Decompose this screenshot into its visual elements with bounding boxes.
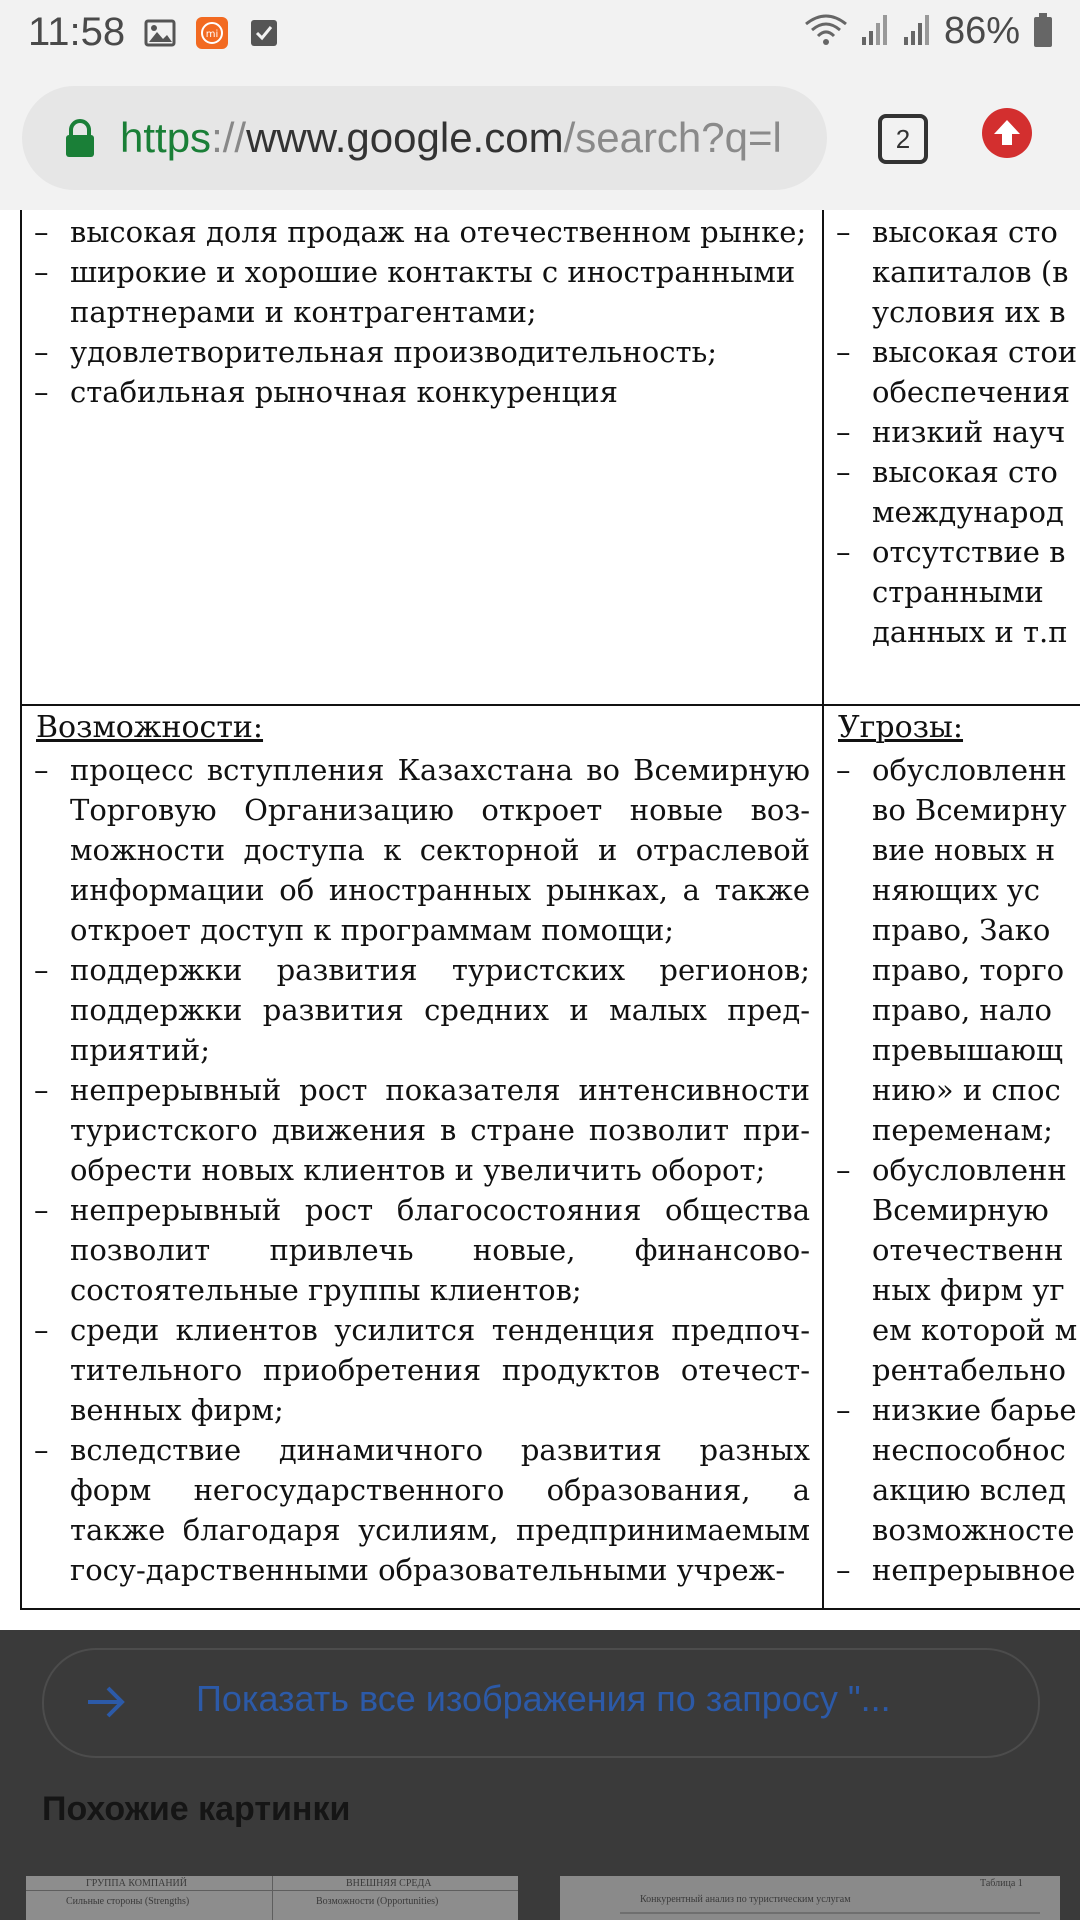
list-item: – удовлетворительная производительность; — [22, 332, 810, 372]
signal-icon — [860, 13, 890, 51]
thumb-text: Возможности (Opportunities) — [316, 1896, 439, 1907]
battery-percent: 86% — [943, 10, 1020, 52]
status-right — [804, 10, 1054, 53]
status-left — [28, 10, 281, 55]
threats-list — [824, 750, 1080, 1590]
show-all-images-button[interactable] — [42, 1648, 1040, 1758]
browser-toolbar — [0, 64, 1080, 211]
list-item: – отсутствие в странными данных и т.п — [824, 532, 1080, 652]
threats-cell — [822, 704, 1080, 1610]
address-bar[interactable] — [22, 86, 827, 190]
list-item: – непрерывный рост благосостояния общества позволит привлечь новые, финансово-состоятельные группы клиентов; — [22, 1190, 810, 1310]
list-item: – среди клиентов усилится тенденция предпоч-тительного приобретения продуктов отечест-венных фирм; — [22, 1310, 810, 1430]
checkbox-icon — [247, 16, 281, 50]
list-item: – высокая стои обеспечения — [824, 332, 1080, 412]
upload-arrow-icon — [982, 108, 1032, 158]
upload-button[interactable] — [982, 108, 1032, 158]
mi-app-icon — [195, 16, 229, 50]
opportunities-list — [22, 750, 824, 1590]
results-overlay — [0, 1630, 1080, 1920]
url-text[interactable] — [120, 108, 810, 168]
list-item: – низкий науч — [824, 412, 1080, 452]
similar-images-row — [0, 1876, 1080, 1920]
document-image — [0, 210, 1080, 1630]
list-item: – вследствие динамичного развития разных форм негосударственного образования, а также благодаря усилиям, предпринимаемым госу-дарственными образовательными учреж- — [22, 1430, 810, 1590]
list-item: – высокая сто международ — [824, 452, 1080, 532]
thumb-text: Конкурентный анализ по туристическим услугам — [640, 1894, 851, 1905]
list-item: – обусловленн Всемирную отечественн ных фирм уг ем которой м рентабельно — [824, 1150, 1080, 1390]
status-time: 11:58 — [28, 10, 126, 54]
list-item: – низкие барье неспособнос акцию вслед возможносте — [824, 1390, 1080, 1550]
list-item: – процесс вступления Казахстана во Всемирную Торговую Организацию откроет новые воз-можности доступа к секторной и отраслевой информации об иностранных рынках, а также откроет доступ к программам помощи; — [22, 750, 810, 950]
thumb-text: ВНЕШНЯЯ СРЕДА — [346, 1878, 432, 1889]
battery-icon — [1032, 12, 1054, 52]
opportunities-cell — [20, 704, 824, 1610]
wifi-icon — [804, 12, 848, 52]
list-item: – высокая сто капиталов (в условия их в — [824, 212, 1080, 332]
list-item: – поддержки развития туристских регионов; поддержки развития средних и малых пред-приятий; — [22, 950, 810, 1070]
strengths-list — [22, 212, 824, 412]
show-all-images-label: Показать все изображения по запросу "... — [196, 1678, 891, 1719]
lock-icon — [62, 118, 98, 162]
threats-heading: Угрозы: — [838, 710, 964, 745]
list-item: – широкие и хорошие контакты с иностранными партнерами и контрагентами; — [22, 252, 810, 332]
status-bar — [0, 0, 1080, 64]
url-path: /search?q=l — [563, 114, 782, 161]
thumb-text: Сильные стороны (Strengths) — [66, 1896, 190, 1907]
weaknesses-list — [824, 212, 1080, 652]
list-item: – обусловленн во Всемирну вие новых н няющих ус право, Зако право, торго право, нало превышающ нию» и спос переменам; — [824, 750, 1080, 1150]
similar-images-title: Похожие картинки — [42, 1790, 351, 1828]
list-item: – стабильная рыночная конкуренция — [22, 372, 810, 412]
strengths-cell — [20, 210, 824, 704]
image-icon — [143, 16, 177, 50]
url-separator: :// — [211, 114, 247, 161]
thumb-col-line — [272, 1876, 273, 1920]
list-item: – непрерывный рост показателя интенсивности туристского движения в стране позволит при-обрести новых клиентов и увеличить оборот; — [22, 1070, 810, 1190]
url-scheme: https — [120, 114, 212, 161]
url-host: www.google.com — [246, 114, 564, 161]
opportunities-heading: Возможности: — [36, 710, 264, 745]
tab-count: 2 — [895, 123, 911, 154]
thumb-text: ГРУППА КОМПАНИЙ — [86, 1878, 187, 1889]
list-item: – высокая доля продаж на отечественном рынке; — [22, 212, 810, 252]
arrow-right-icon — [84, 1680, 128, 1728]
tabs-button[interactable] — [878, 114, 928, 164]
similar-image-thumb[interactable] — [26, 1876, 518, 1920]
signal-icon-2 — [902, 13, 932, 51]
similar-image-thumb[interactable] — [560, 1876, 1060, 1920]
weaknesses-cell — [822, 210, 1080, 704]
thumb-text: Таблица 1 — [980, 1878, 1023, 1889]
svg-text:mi: mi — [205, 28, 219, 40]
thumb-line — [620, 1912, 1040, 1914]
list-item: – непрерывное — [824, 1550, 1080, 1590]
